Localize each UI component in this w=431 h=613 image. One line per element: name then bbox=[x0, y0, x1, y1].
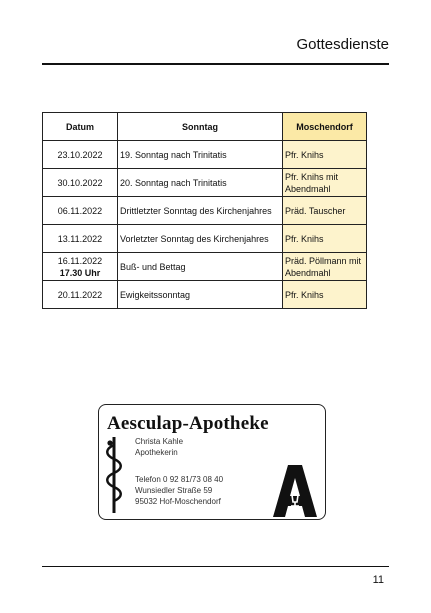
table-row bbox=[43, 225, 367, 253]
table-row bbox=[43, 281, 367, 309]
footer-rule bbox=[42, 566, 389, 567]
ad-pharmacy-name: Aesculap-Apotheke bbox=[107, 413, 269, 434]
table-row bbox=[43, 253, 367, 281]
cell-date: 30.10.2022 bbox=[43, 169, 118, 197]
cell-sunday: Buß- und Bettag bbox=[118, 253, 283, 281]
column-header-location: Moschendorf bbox=[283, 113, 367, 141]
ad-owner: Christa Kahle bbox=[135, 437, 184, 446]
cell-sunday: 20. Sonntag nach Trinitatis bbox=[118, 169, 283, 197]
table-row bbox=[43, 141, 367, 169]
ad-role: Apothekerin bbox=[135, 448, 178, 457]
page-number: 11 bbox=[372, 574, 384, 586]
cell-location: Pfr. Knihs mit Abendmahl bbox=[283, 169, 367, 197]
cell-location: Pfr. Knihs bbox=[283, 225, 367, 253]
cell-sunday: Vorletzter Sonntag des Kirchenjahres bbox=[118, 225, 283, 253]
page-title: Gottesdienste bbox=[296, 36, 389, 53]
cell-sunday: Drittletzter Sonntag des Kirchenjahres bbox=[118, 197, 283, 225]
cell-location: Präd. Tauscher bbox=[283, 197, 367, 225]
cell-date: 16.11.2022 bbox=[57, 255, 103, 266]
aesculap-staff-icon bbox=[103, 435, 125, 520]
cell-location: Pfr. Knihs bbox=[283, 141, 367, 169]
ad-city: 95032 Hof-Moschendorf bbox=[135, 497, 221, 506]
apotheke-a-icon bbox=[270, 462, 320, 523]
cell-date-time bbox=[43, 253, 118, 281]
ad-street: Wunsiedler Straße 59 bbox=[135, 486, 213, 495]
cell-sunday: Ewigkeitssonntag bbox=[118, 281, 283, 309]
table-row bbox=[43, 169, 367, 197]
cell-time: 17.30 Uhr bbox=[59, 267, 101, 278]
cell-sunday: 19. Sonntag nach Trinitatis bbox=[118, 141, 283, 169]
table-row bbox=[43, 197, 367, 225]
cell-date: 23.10.2022 bbox=[43, 141, 118, 169]
services-table bbox=[42, 112, 367, 309]
ad-phone: Telefon 0 92 81/73 08 40 bbox=[135, 475, 224, 484]
cell-date: 13.11.2022 bbox=[43, 225, 118, 253]
table-header-row bbox=[43, 113, 367, 141]
header-rule bbox=[42, 63, 389, 65]
cell-location: Präd. Pöllmann mit Abendmahl bbox=[283, 253, 367, 281]
cell-date: 20.11.2022 bbox=[43, 281, 118, 309]
cell-date: 06.11.2022 bbox=[43, 197, 118, 225]
cell-location: Pfr. Knihs bbox=[283, 281, 367, 309]
column-header-sunday: Sonntag bbox=[118, 113, 283, 141]
column-header-date: Datum bbox=[43, 113, 118, 141]
